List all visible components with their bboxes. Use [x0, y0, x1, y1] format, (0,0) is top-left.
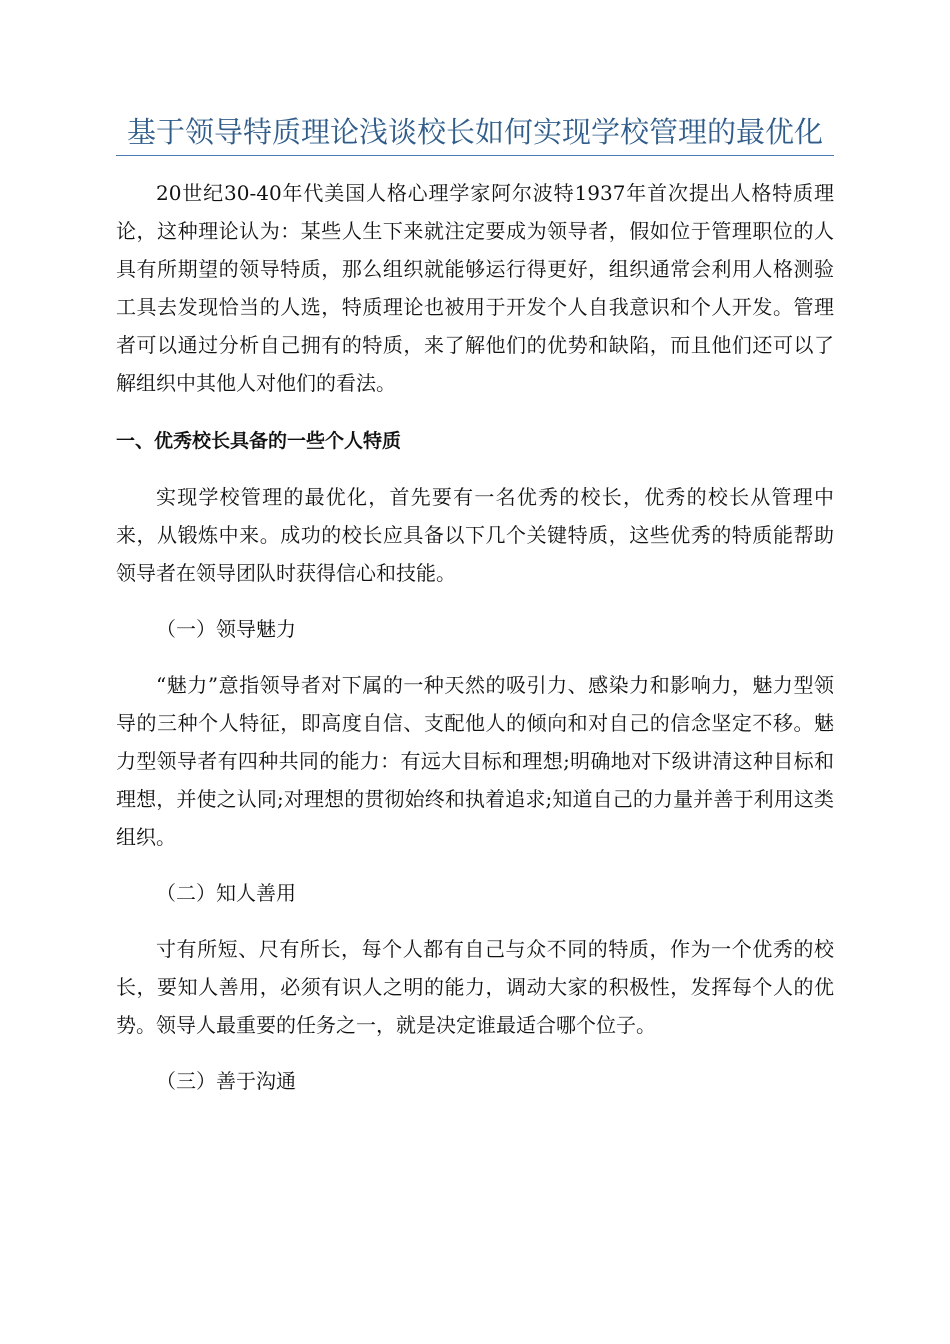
talent-paragraph: 寸有所短、尺有所长，每个人都有自己与众不同的特质，作为一个优秀的校长，要知人善用，必须有识人之明的能力，调动大家的积极性，发挥每个人的优势。领导人最重要的任务之一，就是决定谁最适合哪个位子。	[116, 937, 834, 1037]
document-title: 基于领导特质理论浅谈校长如何实现学校管理的最优化	[126, 115, 823, 149]
title-underline	[116, 155, 834, 156]
intro-paragraph: 20世纪30-40年代美国人格心理学家阿尔波特1937年首次提出人格特质理论，这种理论认为：某些人生下来就注定要成为领导者，假如位于管理职位的人具有所期望的领导特质，那么组织就能够运行得更好，组织通常会利用人格测验工具去发现恰当的人选，特质理论也被用于开发个人自我意识和个人开发。管理者可以通过分析自己拥有的特质，来了解他们的优势和缺陷，而且他们还可以了解组织中其他人对他们的看法。	[116, 181, 834, 395]
charisma-paragraph: “魅力”意指领导者对下属的一种天然的吸引力、感染力和影响力，魅力型领导的三种个人特征，即高度自信、支配他人的倾向和对自己的信念坚定不移。魅力型领导者有四种共同的能力：有远大目标和理想;明确地对下级讲清这种目标和理想，并使之认同;对理想的贯彻始终和执着追求;知道自己的力量并善于利用这类组织。	[116, 673, 834, 849]
subsection-heading-talent: （二）知人善用	[156, 881, 296, 905]
subsection-heading-communication: （三）善于沟通	[156, 1069, 296, 1093]
subsection-heading-charisma: （一）领导魅力	[156, 617, 296, 641]
document-body	[116, 174, 834, 1100]
section-intro-paragraph: 实现学校管理的最优化，首先要有一名优秀的校长，优秀的校长从管理中来，从锻炼中来。成功的校长应具备以下几个关键特质，这些优秀的特质能帮助领导者在领导团队时获得信心和技能。	[116, 485, 834, 585]
section-heading: 一、优秀校长具备的一些个人特质	[116, 430, 402, 452]
